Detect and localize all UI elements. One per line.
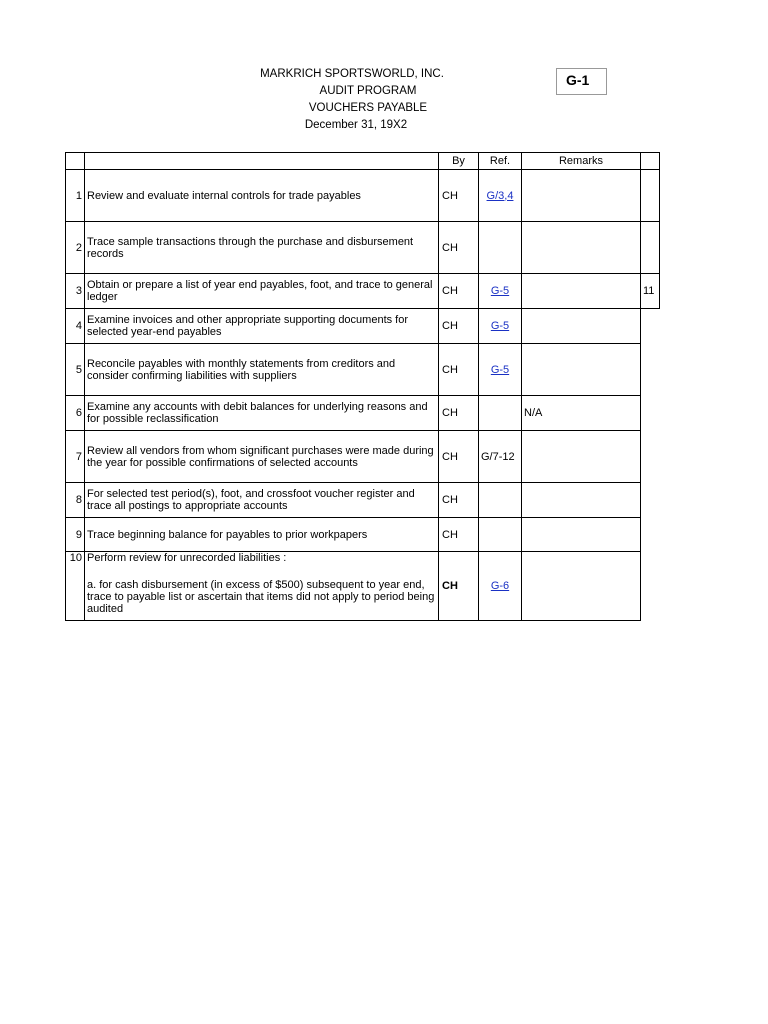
statement-date: December 31, 19X2 <box>304 119 408 131</box>
step-number: 9 <box>66 518 85 552</box>
performed-by: CH <box>439 170 479 222</box>
step-description: Review all vendors from whom significant purchases were made during the year for possible confirmations of selected accounts <box>85 431 439 483</box>
workpaper-ref-link[interactable]: G-5 <box>490 320 510 332</box>
step-description: Reconcile payables with monthly statements from creditors and consider confirming liabilities with suppliers <box>85 344 439 396</box>
company-name: MARKRICH SPORTSWORLD, INC. <box>260 68 444 80</box>
step-number: 3 <box>66 274 85 309</box>
workpaper-ref-cell <box>479 483 522 518</box>
extra-cell <box>641 344 660 396</box>
workpaper-ref-cell <box>479 396 522 431</box>
workpaper-ref-cell <box>479 274 522 309</box>
step-number: 10 <box>66 552 85 621</box>
step-number: 1 <box>66 170 85 222</box>
step-number: 4 <box>66 309 85 344</box>
step-description: Trace sample transactions through the purchase and disbursement records <box>85 222 439 274</box>
remarks-cell <box>522 274 641 309</box>
step-description: Obtain or prepare a list of year end payables, foot, and trace to general ledger <box>85 274 439 309</box>
table-row <box>66 309 660 344</box>
performed-by: CH <box>439 396 479 431</box>
workpaper-ref-cell: G/7-12 <box>479 431 522 483</box>
performed-by: CH <box>439 431 479 483</box>
remarks-cell: N/A <box>522 396 641 431</box>
step-number: 7 <box>66 431 85 483</box>
step-description: For selected test period(s), foot, and crossfoot voucher register and trace all postings to appropriate accounts <box>85 483 439 518</box>
table-row <box>66 483 660 518</box>
workpaper-ref-link[interactable]: G-5 <box>490 285 510 297</box>
remarks-cell <box>522 309 641 344</box>
performed-by: CH <box>439 274 479 309</box>
workpaper-ref-link[interactable]: G/3,4 <box>486 189 514 202</box>
step-number: 6 <box>66 396 85 431</box>
extra-cell <box>641 396 660 431</box>
account-title: VOUCHERS PAYABLE <box>308 102 428 114</box>
column-header-remarks: Remarks <box>522 153 641 170</box>
program-title: AUDIT PROGRAM <box>319 85 417 97</box>
extra-cell <box>641 431 660 483</box>
extra-cell <box>641 552 660 621</box>
step-description: Examine invoices and other appropriate supporting documents for selected year-end payables <box>85 309 439 344</box>
table-header-row <box>66 153 660 170</box>
remarks-cell <box>522 431 641 483</box>
table-row <box>66 396 660 431</box>
extra-cell <box>641 518 660 552</box>
column-header-by: By <box>439 153 479 170</box>
table-row <box>66 431 660 483</box>
step-description: Trace beginning balance for payables to prior workpapers <box>85 518 439 552</box>
table-row <box>66 222 660 274</box>
header-num-cell <box>66 153 85 170</box>
performed-by: CH <box>439 344 479 396</box>
extra-cell <box>641 483 660 518</box>
workpaper-ref-cell <box>479 309 522 344</box>
step-number: 5 <box>66 344 85 396</box>
performed-by: CH <box>439 309 479 344</box>
table-row <box>66 274 660 309</box>
header-extra-cell <box>641 153 660 170</box>
extra-cell <box>641 309 660 344</box>
column-header-ref: Ref. <box>479 153 522 170</box>
step-description: Examine any accounts with debit balances for underlying reasons and for possible reclassification <box>85 396 439 431</box>
audit-program-table <box>65 152 660 621</box>
workpaper-ref-cell <box>479 552 522 621</box>
step-description: Review and evaluate internal controls for trade payables <box>85 170 439 222</box>
workpaper-ref-link[interactable]: G-5 <box>490 363 510 376</box>
remarks-cell <box>522 483 641 518</box>
step-description-main: Perform review for unrecorded liabilities : <box>87 552 287 564</box>
step-description <box>85 552 439 621</box>
performed-by: CH <box>439 552 479 621</box>
extra-cell <box>641 170 660 222</box>
step-number: 2 <box>66 222 85 274</box>
remarks-cell <box>522 518 641 552</box>
workpaper-ref-cell <box>479 170 522 222</box>
extra-cell: 11 <box>641 274 660 309</box>
remarks-cell <box>522 222 641 274</box>
workpaper-ref-cell <box>479 518 522 552</box>
table-row <box>66 170 660 222</box>
workpaper-ref-cell <box>479 222 522 274</box>
workpaper-index-box: G-1 <box>556 68 607 95</box>
performed-by: CH <box>439 483 479 518</box>
performed-by: CH <box>439 222 479 274</box>
table-row <box>66 552 660 621</box>
header-desc-cell <box>85 153 439 170</box>
remarks-cell <box>522 552 641 621</box>
workpaper-ref-link[interactable]: G-6 <box>490 580 510 592</box>
remarks-cell <box>522 170 641 222</box>
step-description-sub: a. for cash disbursement (in excess of $500) subsequent to year end, trace to payable list or ascertain that items did not apply to period being audited <box>87 579 435 615</box>
step-number: 8 <box>66 483 85 518</box>
table-row <box>66 518 660 552</box>
performed-by: CH <box>439 518 479 552</box>
extra-cell <box>641 222 660 274</box>
table-row <box>66 344 660 396</box>
workpaper-ref-cell <box>479 344 522 396</box>
remarks-cell <box>522 344 641 396</box>
